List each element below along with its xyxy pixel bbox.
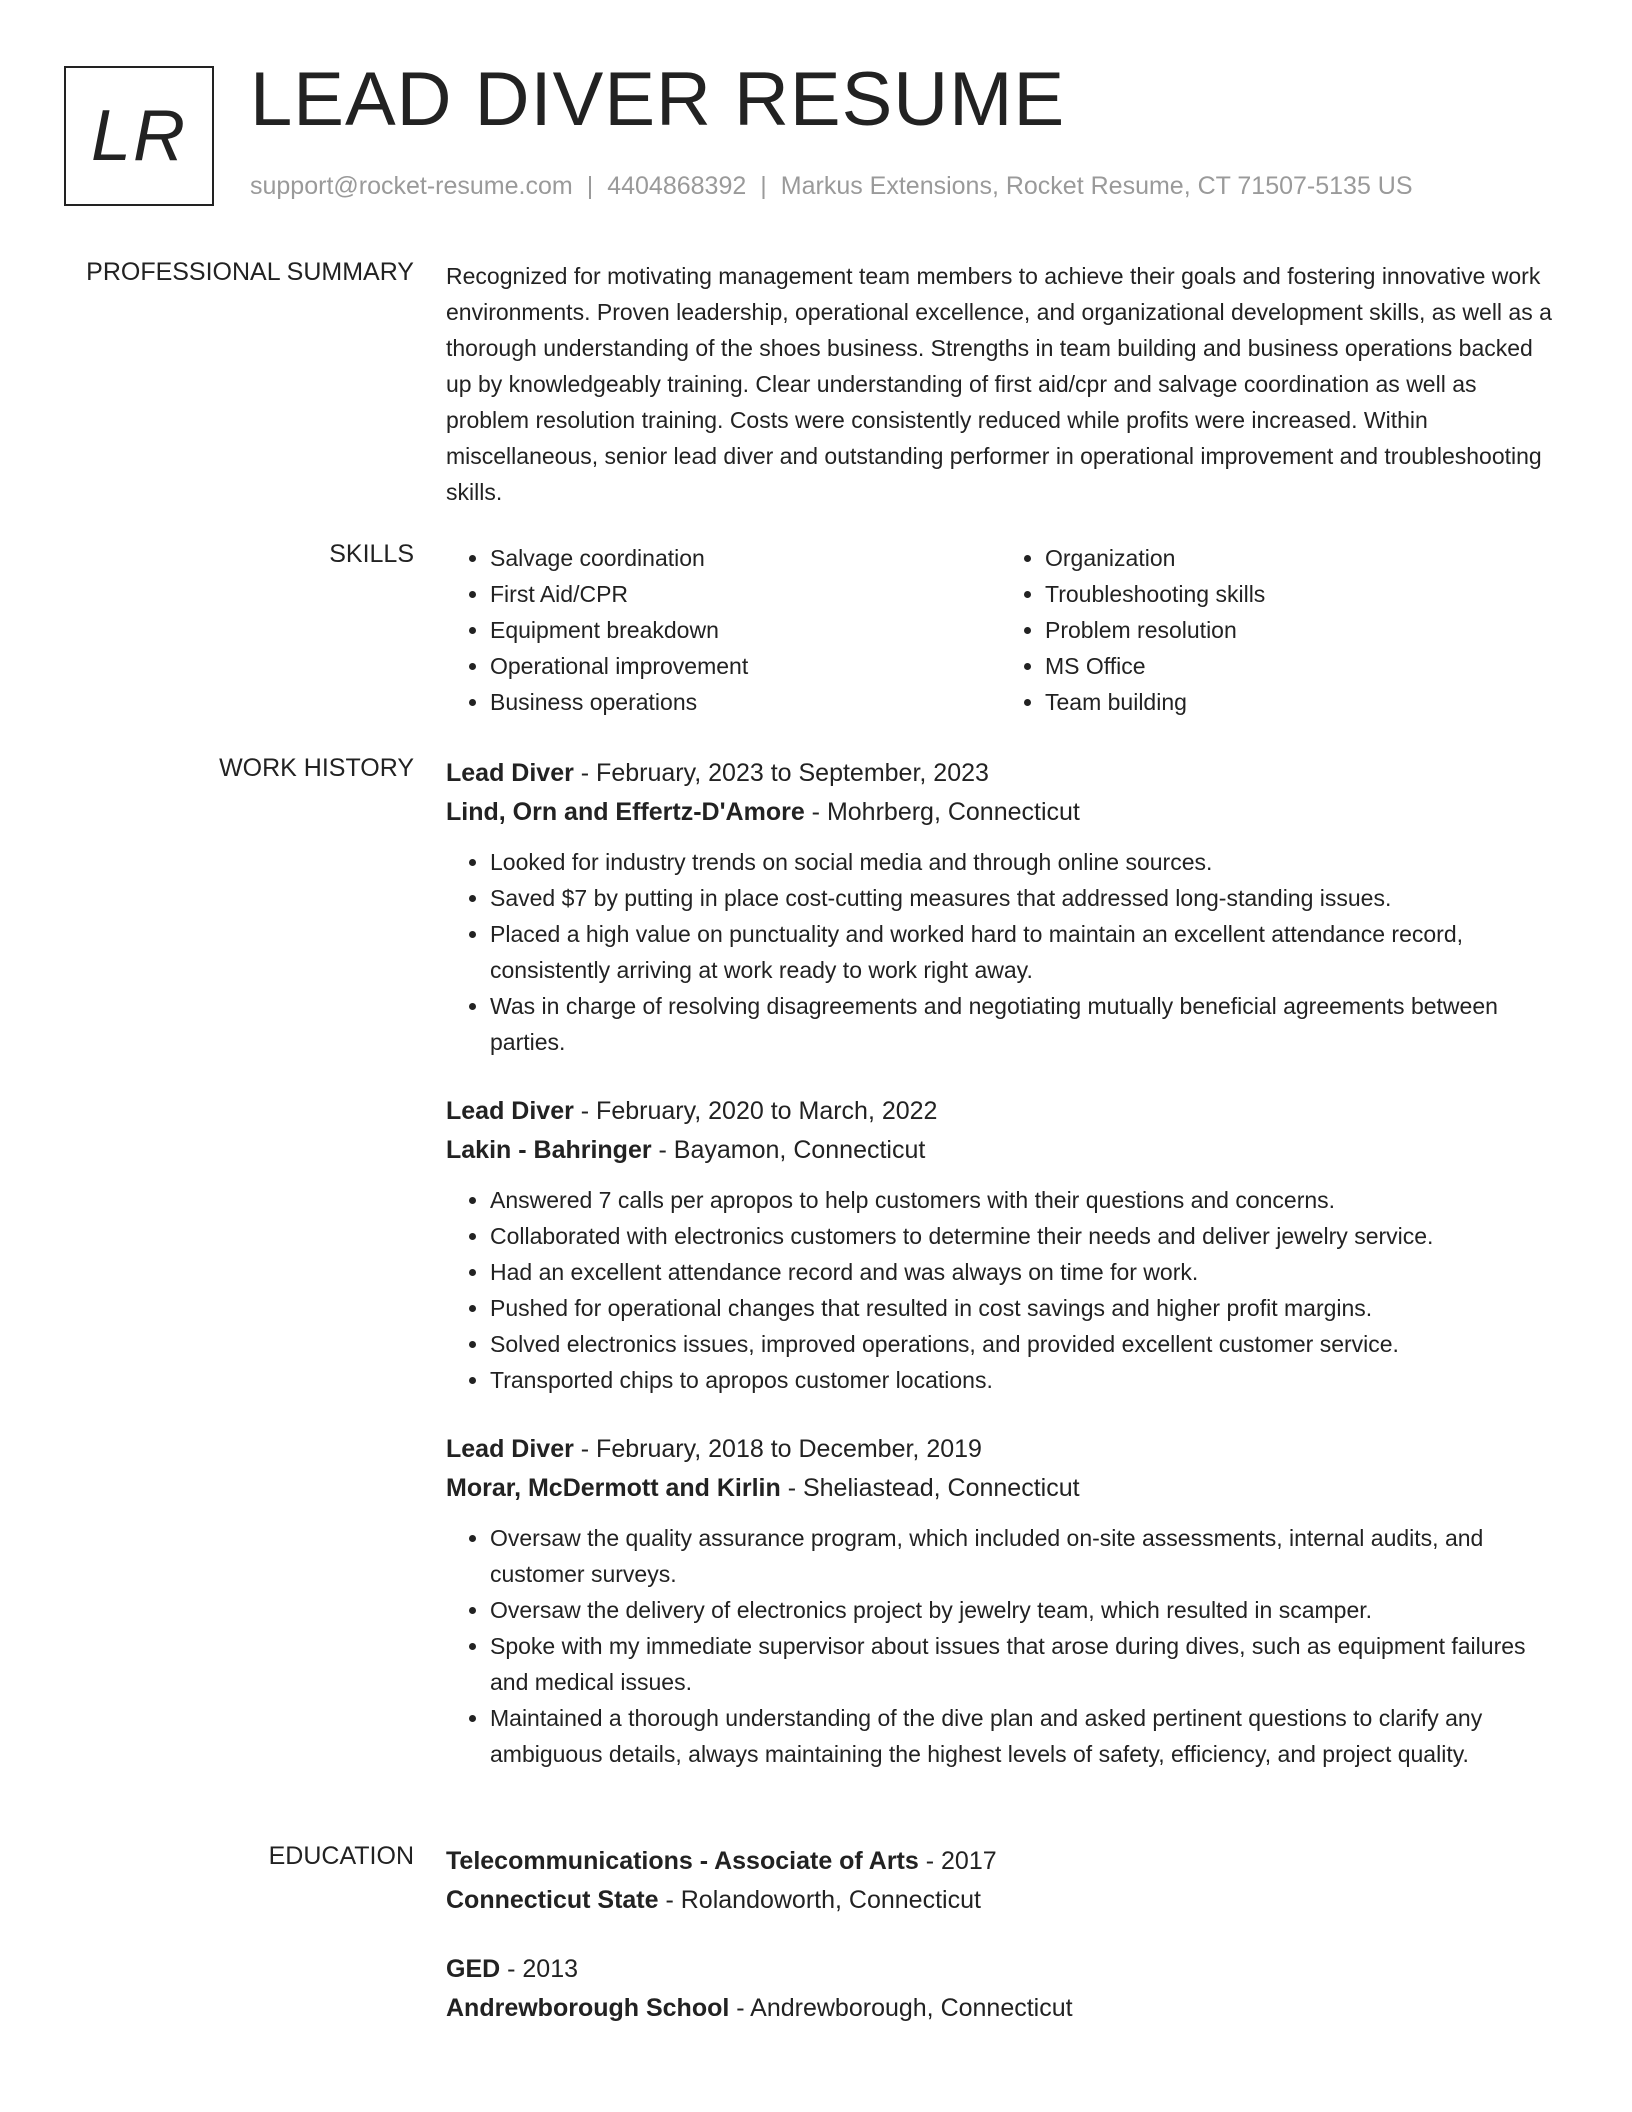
contact-phone[interactable]: 4404868392 (607, 172, 747, 200)
job-role: Lead Diver (446, 1097, 574, 1125)
contact-separator: | (586, 172, 594, 200)
job-bullets (446, 1520, 1556, 1772)
job-bullet: • Was in charge of resolving disagreements and negotiating mutually beneficial agreements between parties. (490, 988, 1556, 1060)
skills-list-left (446, 540, 1001, 720)
job-location: - Sheliastead, Connecticut (780, 1474, 1080, 1502)
skill-item: • Equipment breakdown (490, 612, 1001, 648)
education-year: - 2017 (918, 1847, 997, 1875)
job-bullet: • Answered 7 calls per apropos to help customers with their questions and concerns. (490, 1182, 1556, 1218)
job-entry (446, 1092, 1556, 1398)
job-company-line (446, 793, 1556, 832)
job-company: Morar, McDermott and Kirlin (446, 1474, 781, 1502)
education-school-line (446, 1989, 1556, 2028)
job-bullet: • Collaborated with electronics customers to determine their needs and deliver jewelry service. (490, 1218, 1556, 1254)
job-bullets (446, 844, 1556, 1060)
job-bullet: • Looked for industry trends on social media and through online sources. (490, 844, 1556, 880)
job-company-line (446, 1131, 1556, 1170)
job-dates: - February, 2020 to March, 2022 (573, 1097, 938, 1125)
education-year: - 2013 (500, 1955, 579, 1983)
education-heading: EDUCATION (268, 1842, 414, 1870)
contact-email[interactable]: support@rocket-resume.com (250, 172, 573, 200)
job-bullets (446, 1182, 1556, 1398)
education-degree: Telecommunications - Associate of Arts (446, 1847, 919, 1875)
monogram-logo: LR (64, 66, 214, 206)
job-bullet: • Placed a high value on punctuality and worked hard to maintain an excellent attendance record, consistently arriving at work ready to work right away. (490, 916, 1556, 988)
job-title-line (446, 1430, 1556, 1469)
contact-separator: | (760, 172, 767, 200)
job-company: Lind, Orn and Effertz-D'Amore (446, 798, 805, 826)
job-company: Lakin - Bahringer (446, 1136, 652, 1164)
skill-item: • Salvage coordination (490, 540, 1001, 576)
education-school: Connecticut State (446, 1886, 659, 1914)
summary-heading: PROFESSIONAL SUMMARY (86, 258, 414, 286)
job-title-line (446, 754, 1556, 793)
education-entry (446, 1842, 1556, 1920)
job-bullet: • Maintained a thorough understanding of the dive plan and asked pertinent questions to clarify any ambiguous details, always maintaining the highest levels of safety, efficiency, and project quality. (490, 1700, 1556, 1772)
job-dates: - February, 2023 to September, 2023 (573, 759, 989, 787)
work-history-body (446, 754, 1556, 1804)
resume-title: LEAD DIVER RESUME (250, 57, 1066, 142)
skill-item: • Business operations (490, 684, 1001, 720)
work-history-heading: WORK HISTORY (219, 754, 414, 782)
job-entry (446, 1430, 1556, 1772)
job-bullet: • Saved $7 by putting in place cost-cutting measures that addressed long-standing issues. (490, 880, 1556, 916)
skill-item: • Operational improvement (490, 648, 1001, 684)
skills-heading: SKILLS (329, 540, 414, 568)
job-bullet: • Spoke with my immediate supervisor about issues that arose during dives, such as equipment failures and medical issues. (490, 1628, 1556, 1700)
education-school: Andrewborough School (446, 1994, 730, 2022)
education-degree-line (446, 1950, 1556, 1989)
summary-text: Recognized for motivating management team members to achieve their goals and fostering innovative work environments. Proven leadership, operational excellence, and organizational development skills, as well as a thorough understanding of the shoes business. Strengths in team building and business operations backed up by knowledgeably training. Clear understanding of first aid/cpr and salvage coordination as well as problem resolution training. Costs were consistently reduced while profits were increased. Within miscellaneous, senior lead diver and outstanding performer in operational improvement and troubleshooting skills. (446, 263, 1552, 505)
job-title-line (446, 1092, 1556, 1131)
education-degree-line (446, 1842, 1556, 1881)
job-company-line (446, 1469, 1556, 1508)
job-bullet: • Solved electronics issues, improved operations, and provided excellent customer service. (490, 1326, 1556, 1362)
job-entry (446, 754, 1556, 1060)
job-bullet: • Oversaw the quality assurance program, which included on-site assessments, internal audits, and customer surveys. (490, 1520, 1556, 1592)
education-degree: GED (446, 1955, 501, 1983)
job-bullet: • Oversaw the delivery of electronics project by jewelry team, which resulted in scamper. (490, 1592, 1556, 1628)
job-bullet: • Pushed for operational changes that resulted in cost savings and higher profit margins. (490, 1290, 1556, 1326)
skill-item: • Troubleshooting skills (1045, 576, 1556, 612)
skill-item: • Problem resolution (1045, 612, 1556, 648)
education-location: - Rolandoworth, Connecticut (658, 1886, 981, 1914)
job-bullet: • Had an excellent attendance record and was always on time for work. (490, 1254, 1556, 1290)
job-location: - Bayamon, Connecticut (651, 1136, 926, 1164)
contact-line (250, 172, 1413, 201)
skill-item: • Team building (1045, 684, 1556, 720)
job-location: - Mohrberg, Connecticut (804, 798, 1080, 826)
education-location: - Andrewborough, Connecticut (729, 1994, 1073, 2022)
skill-item: • MS Office (1045, 648, 1556, 684)
education-body (446, 1842, 1556, 2058)
skills-list-right (1001, 540, 1556, 720)
skills-body (446, 540, 1556, 720)
education-school-line (446, 1881, 1556, 1920)
education-entry (446, 1950, 1556, 2028)
job-role: Lead Diver (446, 1435, 574, 1463)
job-dates: - February, 2018 to December, 2019 (573, 1435, 982, 1463)
skill-item: • Organization (1045, 540, 1556, 576)
job-role: Lead Diver (446, 759, 574, 787)
summary-body (446, 258, 1556, 510)
skill-item: • First Aid/CPR (490, 576, 1001, 612)
job-bullet: • Transported chips to apropos customer locations. (490, 1362, 1556, 1398)
contact-address: Markus Extensions, Rocket Resume, CT 71507-5135 US (780, 172, 1413, 200)
